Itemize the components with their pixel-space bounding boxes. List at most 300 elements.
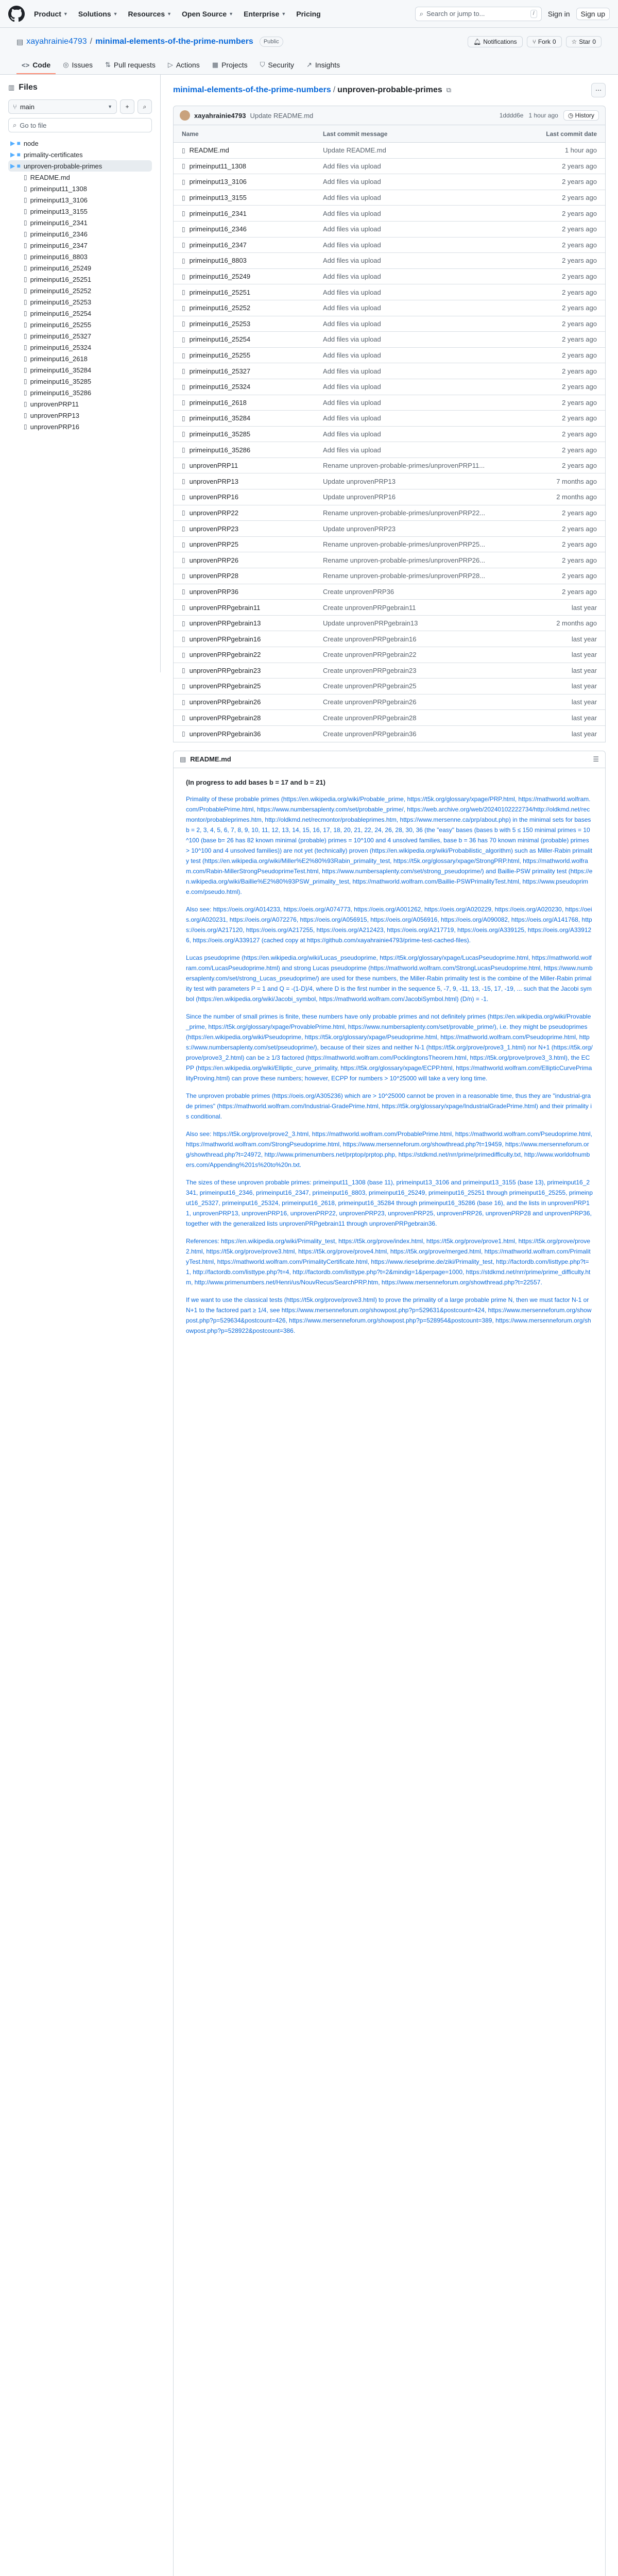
commit-message-link[interactable]: Add files via upload	[323, 257, 381, 265]
file-name-cell[interactable]	[182, 619, 323, 627]
file-link[interactable]: unprovenPRPgebrain23	[189, 666, 261, 674]
tab-actions[interactable]	[163, 57, 205, 74]
file-name-cell[interactable]	[182, 651, 323, 658]
commit-message-link[interactable]: Rename unproven-probable-primes/unprovenPRP22...	[323, 509, 486, 517]
nav-label: Product	[34, 9, 61, 18]
file-link[interactable]: primeinput11_1308	[189, 162, 246, 170]
file-icon: ▯	[182, 446, 185, 454]
file-link[interactable]: primeinput16_2347	[189, 241, 247, 249]
commit-message-link[interactable]: Create unprovenPRPgebrain26	[323, 698, 417, 706]
header-right	[415, 7, 610, 21]
commit-date: 2 years ago	[562, 194, 597, 202]
search-files-button[interactable]	[138, 99, 152, 114]
add-file-button[interactable]	[120, 99, 134, 114]
table-row	[174, 190, 605, 206]
commit-date: 2 years ago	[562, 225, 597, 233]
commit-date: last year	[571, 635, 597, 643]
tree-file[interactable]	[8, 262, 152, 274]
file-table-body	[174, 143, 605, 742]
file-link[interactable]: unprovenPRP25	[189, 540, 239, 549]
table-row	[174, 206, 605, 222]
avatar	[180, 110, 190, 121]
file-name-cell[interactable]	[182, 273, 323, 280]
table-row	[174, 631, 605, 647]
commit-message-link[interactable]: Create unprovenPRPgebrain16	[323, 635, 417, 643]
tab-security[interactable]	[255, 57, 299, 74]
commit-message-link[interactable]: Create unprovenPRP36	[323, 587, 394, 596]
nav-enterprise[interactable]	[244, 10, 286, 18]
file-name-cell[interactable]	[182, 698, 323, 706]
file-name-cell[interactable]	[182, 572, 323, 580]
nav-label: Resources	[128, 9, 165, 18]
file-icon: ▯	[182, 210, 185, 217]
file-icon: ▯	[24, 287, 27, 294]
file-name-cell[interactable]	[182, 556, 323, 564]
readme-filename[interactable]: README.md	[190, 755, 231, 764]
commit-age: 1 hour ago	[528, 112, 558, 119]
commit-message-link[interactable]: Add files via upload	[323, 351, 381, 360]
nav-pricing[interactable]	[296, 10, 320, 18]
tree-item-label: primeinput13_3106	[30, 196, 88, 204]
file-link[interactable]: primeinput16_25249	[189, 273, 251, 281]
file-name-cell[interactable]	[182, 241, 323, 249]
bell-icon: 🔔︎	[473, 38, 482, 45]
file-name-cell[interactable]	[182, 682, 323, 690]
file-name-cell[interactable]	[182, 162, 323, 170]
file-link[interactable]: primeinput16_25254	[189, 335, 251, 344]
table-row	[174, 600, 605, 616]
commit-date: last year	[571, 714, 597, 722]
file-link[interactable]: primeinput16_2346	[189, 225, 247, 233]
tree-file[interactable]	[8, 376, 152, 387]
file-icon: ▯	[24, 230, 27, 238]
fork-count: 0	[552, 38, 556, 45]
search-icon: ⌕	[419, 9, 423, 18]
tree-file[interactable]	[8, 183, 152, 194]
folder-icon: ▶ ■	[10, 162, 21, 170]
tree-item-label: primeinput16_35284	[30, 366, 92, 374]
file-name-cell[interactable]	[182, 225, 323, 233]
commit-message[interactable]: Update README.md	[250, 111, 314, 120]
tree-item-label: primeinput16_25327	[30, 332, 92, 340]
file-name-cell[interactable]	[182, 588, 323, 596]
file-name-cell[interactable]	[182, 525, 323, 533]
table-icon: ▦	[212, 61, 219, 69]
history-icon: ◷	[568, 112, 574, 119]
copy-path-icon[interactable]: ⧉	[446, 86, 452, 94]
commit-hash[interactable]: 1dddd6e	[499, 112, 524, 119]
commit-message-link[interactable]: Add files via upload	[323, 367, 381, 375]
file-link[interactable]: unprovenPRPgebrain16	[189, 635, 261, 643]
plus-icon: +	[125, 103, 129, 110]
file-link[interactable]: primeinput16_8803	[189, 257, 247, 265]
file-name-cell[interactable]	[182, 335, 323, 343]
breadcrumb-tools	[591, 83, 606, 97]
commit-date: 2 years ago	[562, 572, 597, 580]
tab-insights[interactable]	[301, 57, 345, 74]
list-outline-icon[interactable]: ☰	[593, 755, 599, 763]
go-to-file-input[interactable]	[8, 118, 152, 132]
file-link[interactable]: unprovenPRPgebrain26	[189, 698, 261, 706]
file-link[interactable]: primeinput16_35284	[189, 414, 251, 422]
kebab-icon: ⋯	[595, 87, 602, 94]
file-link[interactable]: unprovenPRPgebrain28	[189, 714, 261, 722]
table-row	[174, 552, 605, 568]
table-row	[174, 427, 605, 443]
file-icon: ▯	[182, 194, 185, 201]
file-link[interactable]: unprovenPRP11	[189, 462, 238, 470]
github-logo-icon[interactable]	[8, 6, 25, 22]
tree-file[interactable]	[8, 353, 152, 364]
commit-date: 2 years ago	[562, 556, 597, 564]
file-name-cell[interactable]	[182, 493, 323, 501]
table-row	[174, 679, 605, 694]
star-button[interactable]	[566, 36, 602, 47]
file-icon: ▯	[182, 540, 185, 548]
commit-date: 2 years ago	[562, 273, 597, 281]
commit-message-link[interactable]: Rename unproven-probable-primes/unprovenPRP28...	[323, 572, 486, 580]
commit-message-link[interactable]: Create unprovenPRPgebrain11	[323, 603, 416, 612]
file-name-cell[interactable]	[182, 462, 323, 469]
file-name-cell[interactable]	[182, 509, 323, 517]
commit-date: 2 years ago	[562, 446, 597, 454]
star-label: Star	[579, 38, 591, 45]
chevron-down-icon: ▼	[108, 104, 112, 109]
commit-message-link[interactable]: Add files via upload	[323, 241, 381, 249]
file-link[interactable]: primeinput16_25252	[189, 304, 251, 312]
tree-file[interactable]	[8, 217, 152, 228]
table-row	[174, 269, 605, 285]
fork-button[interactable]	[527, 36, 562, 47]
tree-file[interactable]	[8, 194, 152, 206]
file-icon: ▯	[182, 304, 185, 312]
commit-message-link[interactable]: Rename unproven-probable-primes/unprovenPRP25...	[323, 540, 486, 549]
commit-message-link[interactable]: Add files via upload	[323, 225, 381, 233]
file-link[interactable]: unprovenPRP28	[189, 572, 239, 580]
commit-date: 2 years ago	[562, 414, 597, 422]
commit-message-link[interactable]: Add files via upload	[323, 398, 381, 406]
file-name-cell[interactable]	[182, 430, 323, 438]
file-link[interactable]: primeinput16_25253	[189, 319, 251, 328]
file-link[interactable]: README.md	[189, 146, 229, 155]
file-name-cell[interactable]	[182, 289, 323, 296]
commit-message-link[interactable]: Create unprovenPRPgebrain28	[323, 714, 417, 722]
readme-paragraph: If we want to use the classical tests (https://t5k.org/prove/prove3.html) to prove the primality of a large probable prime N, then we must factor N-1 or N+1 to the factored part ≥ 1/4, see https://www.mersenneforum.org/showpost.php?p=529631&postcount=424, https://www.mersenneforum.org/showpost.php?p=529634&postcount=426, https://www.mersenneforum.org/showpost.php?p=528954&postcount=389, https://www.mersenneforum.org/showpost.php?p=528922&postcount=386.	[186, 1296, 592, 1334]
file-name-cell[interactable]	[182, 367, 323, 375]
issue-icon: ◎	[63, 61, 69, 69]
file-icon: ▯	[182, 667, 185, 674]
commit-message-link[interactable]: Update unprovenPRP16	[323, 493, 396, 501]
readme-paragraph: Primality of these probable primes (https://en.wikipedia.org/wiki/Probable_prime, https://t5k.org/glossary/xpage/PRP.html, https://mathworld.wolfram.com/ProbablePrime.html, https://www.numbersaplenty.com/set/probable_prime/, https://web.archive.org/web/20240102222734/http://oldkmd.net/recmontor/probableprimes.htm, http://oldkmd.net/recmontor/probableprimes.htm, https://www.mersenne.ca/prp/about.php) in the minimal sets for bases b = 2, 3, 4, 5, 6, 7, 8, 9, 10, 11, 12, 13, 14, 15, 16, 17, 18, 20, 21, 22, 24, 26, 28, 30, 36 (the "easy" bases (bases b with 5 ≤ 150 minimal primes = 10^100 (base b= 26 has 82 known minimal (probable) primes = 10^100 and 4 unsolved families, base b = 36 has 70 known minimal (probable) primes > 10^100 and 4 unsolved families)) are not yet (technically) proven (https://en.wikipedia.org/wiki/Probabilistic_algorithm) such as Miller-Rabin primality test (https://en.wikipedia.org/wiki/Miller%E2%80%93Rabin_primality_test, https://t5k.org/glossary/xpage/StrongPRP.html, https://mathworld.wolfram.com/Rabin-MillerStrongPseudoprimeTest.html, https://www.numbersaplenty.com/set/strong_pseudoprime/) and Baillie-PSW primality test (https://en.wikipedia.org/wiki/Baillie%E2%80%93PSW_primality_test, https://mathworld.wolfram.com/Baillie-PSWPrimalityTest.html, https://www.pseudoprime.com/pseudo.html).	[186, 795, 593, 895]
file-name-cell[interactable]	[182, 304, 323, 312]
file-link[interactable]: unprovenPRP23	[189, 524, 239, 533]
readme-paragraph: Also see: https://oeis.org/A014233, https://oeis.org/A074773, https://oeis.org/A001262, https://oeis.org/A020229, https://oeis.org/A020230, https://oeis.org/A020231, https://oeis.org/A072276, https://oeis.org/A056915, https://oeis.org/A056916, https://oeis.org/A090082, https://oeis.org/A141768, https://oeis.org/A217120, https://oeis.org/A217255, https://oeis.org/A212423, https://oeis.org/A217719, https://oeis.org/A339125, https://oeis.org/A339126, https://oeis.org/A339127 (cached copy at https://github.com/xayahrainie4793/prime-test-cached-files).	[186, 905, 592, 944]
readme-paragraph: The sizes of these unproven probable primes: primeinput11_1308 (base 11), primeinput13_3106 and primeinput13_3155 (base 13), primeinput16_2341, primeinput16_2346, primeinput16_2347, primeinput16_8803, primeinput16_25249, primeinput16_25251 through primeinput16_25255, primeinput16_25327, primeinput16_25324, primeinput16_2618, primeinput16_35284 through primeinput16_35286 (base 16), and the lists in unprovenPRP11, unprovenPRP13, unprovenPRP16, unprovenPRP22, unprovenPRP23, unprovenPRP25, unprovenPRP26, unprovenPRP28 and unprovenPRP36, together with the generalized lists unprovenPRPgebrain11 through unprovenPRPgebrain36.	[186, 1178, 593, 1227]
readme-body	[174, 768, 605, 2576]
commit-message-link[interactable]: Add files via upload	[323, 178, 381, 186]
tree-file[interactable]	[8, 410, 152, 421]
tree-item-label: primeinput16_25253	[30, 298, 92, 306]
file-icon: ▯	[24, 344, 27, 351]
tab-label: Projects	[221, 61, 248, 69]
file-icon: ▯	[24, 310, 27, 317]
file-name-cell[interactable]	[182, 178, 323, 185]
breadcrumb-repo-link[interactable]: minimal-elements-of-the-prime-numbers	[173, 86, 331, 94]
commit-author[interactable]: xayahrainie4793	[194, 111, 246, 120]
tree-item-label: primeinput16_25254	[30, 309, 92, 317]
file-link[interactable]: unprovenPRP16	[189, 493, 239, 501]
file-icon: ▯	[24, 355, 27, 362]
file-table	[173, 125, 606, 742]
file-name-cell[interactable]	[182, 714, 323, 722]
tree-item-label: primality-certificates	[23, 150, 83, 159]
repo-actions	[468, 36, 602, 47]
commit-message-link[interactable]: Update unprovenPRP13	[323, 477, 396, 485]
tree-file[interactable]	[8, 172, 152, 183]
tree-folder[interactable]	[8, 149, 152, 160]
file-link[interactable]: primeinput16_2341	[189, 209, 247, 217]
tree-item-label: primeinput16_35285	[30, 377, 92, 385]
tree-file[interactable]	[8, 364, 152, 376]
tree-file[interactable]	[8, 308, 152, 319]
tab-issues[interactable]	[58, 57, 98, 74]
readme-paragraph: References: https://en.wikipedia.org/wiki/Primality_test, https://t5k.org/prove/index.html, https://t5k.org/prove/prove1.html, https://t5k.org/prove/prove2.html, https://t5k.org/prove/prove3.html, https://t5k.org/prove/prove4.html, https://t5k.org/prove/merged.html, https://mathworld.wolfram.com/PrimalityTest.html, https://mathworld.wolfram.com/PrimalityCertificate.html, https://www.rieselprime.de/ziki/Primality_test, http://factordb.com/listtype.php?t=1, http://factordb.com/listtype.php?t=4, http://factordb.com/listtype.php?t=2&mindig=1&perpage=1000, https://stdkmd.net/nrr/prime/prime_difficulty.htm, http://www.primenumbers.net/Henri/us/NouvRecus/SearchPRP.htm, https://www.mersenneforum.org/showthread.php?t=22557.	[186, 1237, 591, 1286]
search-icon: ⌕	[13, 121, 17, 129]
file-name-cell[interactable]	[182, 399, 323, 406]
tree-file[interactable]	[8, 206, 152, 217]
nav-label: Enterprise	[244, 9, 280, 18]
file-link[interactable]: primeinput13_3155	[189, 194, 247, 202]
table-row	[174, 411, 605, 427]
file-icon: ▯	[182, 635, 185, 643]
commit-message-link[interactable]: Add files via upload	[323, 430, 381, 438]
sidebar-collapse-icon[interactable]: ▥	[8, 83, 15, 91]
more-options-button[interactable]	[591, 83, 606, 97]
file-name-cell[interactable]	[182, 478, 323, 485]
breadcrumb	[173, 83, 606, 97]
tab-code[interactable]	[16, 57, 56, 74]
file-link[interactable]: primeinput16_25324	[189, 383, 251, 391]
commit-message-link[interactable]: Add files via upload	[323, 209, 381, 217]
file-link[interactable]: primeinput16_35285	[189, 430, 251, 438]
commit-message-link[interactable]: Create unprovenPRPgebrain22	[323, 651, 417, 659]
tree-item-label: primeinput16_8803	[30, 252, 88, 261]
file-link[interactable]: unprovenPRPgebrain25	[189, 682, 261, 690]
commit-message-link[interactable]: Update README.md	[323, 146, 386, 155]
tree-item-label: unprovenPRP11	[30, 400, 79, 408]
nav-resources[interactable]	[128, 10, 172, 18]
repo-title	[16, 36, 602, 47]
commit-message-link[interactable]: Rename unproven-probable-primes/unprovenPRP26...	[323, 556, 486, 564]
commit-message-link[interactable]: Rename unproven-probable-primes/unprovenPRP11...	[323, 462, 485, 470]
branch-selector[interactable]	[8, 99, 117, 114]
file-link[interactable]: unprovenPRPgebrain11	[189, 603, 261, 612]
table-row	[174, 174, 605, 190]
nav-label: Solutions	[78, 9, 111, 18]
tab-pull-requests[interactable]	[100, 57, 161, 74]
file-name-cell[interactable]	[182, 351, 323, 359]
nav-product[interactable]	[34, 10, 68, 18]
file-link[interactable]: unprovenPRP26	[189, 556, 239, 564]
file-icon: ▯	[182, 619, 185, 627]
notifications-button[interactable]	[468, 36, 523, 47]
repo-icon: ▤	[16, 37, 24, 46]
commit-message-link[interactable]: Add files via upload	[323, 304, 381, 312]
file-icon: ▯	[182, 162, 185, 170]
commit-date: 1 hour ago	[564, 146, 597, 155]
global-search-input[interactable]	[415, 7, 542, 21]
table-row	[174, 300, 605, 316]
tree-file[interactable]	[8, 296, 152, 308]
tree-folder[interactable]	[8, 138, 152, 149]
table-row	[174, 505, 605, 521]
file-link[interactable]: unprovenPRPgebrain36	[189, 730, 261, 738]
table-row	[174, 489, 605, 505]
sign-in-link[interactable]: Sign in	[547, 9, 570, 18]
tree-file[interactable]	[8, 228, 152, 240]
file-icon: ▯	[24, 276, 27, 283]
tree-file[interactable]	[8, 319, 152, 330]
commit-message-link[interactable]: Add files via upload	[323, 335, 381, 344]
table-row	[174, 238, 605, 253]
commit-message-link[interactable]: Add files via upload	[323, 194, 381, 202]
folder-icon: ▶ ■	[10, 140, 21, 147]
fork-label: Fork	[538, 38, 551, 45]
table-row	[174, 143, 605, 159]
latest-commit-bar	[173, 106, 606, 125]
tree-file[interactable]	[8, 240, 152, 251]
table-row	[174, 473, 605, 489]
commit-message-link[interactable]: Update unprovenPRPgebrain13	[323, 619, 418, 628]
file-name-cell[interactable]	[182, 540, 323, 548]
file-icon: ▯	[24, 196, 27, 204]
file-tree	[8, 138, 152, 432]
tab-label: Insights	[315, 61, 340, 69]
file-link[interactable]: primeinput16_2618	[189, 398, 247, 406]
tree-file[interactable]	[8, 274, 152, 285]
commit-message-link[interactable]: Add files via upload	[323, 273, 381, 281]
table-row	[174, 159, 605, 175]
table-row	[174, 647, 605, 663]
file-icon: ▯	[182, 462, 185, 469]
file-icon: ▯	[182, 320, 185, 328]
file-name-cell[interactable]	[182, 194, 323, 201]
repo-owner-link[interactable]: xayahrainie4793	[26, 37, 87, 46]
commit-message-link[interactable]: Add files via upload	[323, 162, 381, 170]
commit-message-link[interactable]: Add files via upload	[323, 383, 381, 391]
file-icon: ▯	[182, 730, 185, 738]
commit-date: 2 years ago	[562, 209, 597, 217]
tree-file[interactable]	[8, 421, 152, 432]
tree-folder[interactable]	[8, 160, 152, 172]
file-name-cell[interactable]	[182, 730, 323, 738]
history-button[interactable]	[563, 110, 599, 121]
commit-date: 2 years ago	[562, 524, 597, 533]
tree-file[interactable]	[8, 330, 152, 342]
tree-item-label: primeinput16_2346	[30, 230, 88, 238]
column-header-message: Last commit message	[323, 130, 388, 138]
table-row	[174, 710, 605, 726]
file-link[interactable]: primeinput16_25255	[189, 351, 251, 360]
global-header	[0, 0, 618, 28]
column-header-date: Last commit date	[546, 130, 597, 138]
file-icon: ▯	[24, 321, 27, 328]
readme-paragraph: The unproven probable primes (https://oeis.org/A305236) which are > 10^25000 cannot be proven in a reasonable time, thus they are "industrial-grade primes" (https://mathworld.wolfram.com/Industrial-GradePrime.html, https://t5k.org/glossary/xpage/IndustrialGradePrime.html) and their primality is conditional.	[186, 1092, 592, 1120]
commit-message-link[interactable]: Add files via upload	[323, 414, 381, 422]
sign-up-button[interactable]: Sign up	[576, 8, 610, 20]
commit-date: 2 years ago	[562, 587, 597, 596]
file-link[interactable]: primeinput16_25251	[189, 288, 251, 296]
commit-message-link[interactable]: Add files via upload	[323, 288, 381, 296]
nav-solutions[interactable]	[78, 10, 118, 18]
tree-file[interactable]	[8, 398, 152, 410]
file-link[interactable]: unprovenPRPgebrain22	[189, 651, 261, 659]
file-link[interactable]: unprovenPRPgebrain13	[189, 619, 261, 628]
file-name-cell[interactable]	[182, 604, 323, 612]
commit-message-link[interactable]: Create unprovenPRPgebrain25	[323, 682, 417, 690]
file-name-cell[interactable]	[182, 146, 323, 154]
commit-date: 2 years ago	[562, 367, 597, 375]
commit-message-link[interactable]: Create unprovenPRPgebrain23	[323, 666, 417, 674]
commit-message-link[interactable]: Add files via upload	[323, 446, 381, 454]
file-link[interactable]: unprovenPRP36	[189, 587, 239, 596]
commit-message-link[interactable]: Update unprovenPRP23	[323, 524, 396, 533]
star-count: 0	[592, 38, 596, 45]
tab-label: Security	[268, 61, 294, 69]
file-icon: ▯	[24, 242, 27, 249]
file-name-cell[interactable]	[182, 257, 323, 264]
sidebar-header	[8, 83, 152, 92]
file-name-cell[interactable]	[182, 320, 323, 328]
file-name-cell[interactable]	[182, 414, 323, 422]
file-name-cell[interactable]	[182, 446, 323, 454]
tree-item-label: primeinput16_2347	[30, 241, 88, 249]
file-icon: ▯	[182, 335, 185, 343]
notifications-label: Notifications	[483, 38, 517, 45]
commit-date: 2 years ago	[562, 257, 597, 265]
commit-message-link[interactable]: Add files via upload	[323, 319, 381, 328]
file-icon: ▯	[24, 174, 27, 181]
chevron-down-icon: ▼	[63, 11, 68, 16]
file-icon: ▯	[182, 588, 185, 596]
global-nav	[34, 10, 321, 18]
file-name-cell[interactable]	[182, 383, 323, 391]
tree-file[interactable]	[8, 342, 152, 353]
commit-date: 2 years ago	[562, 288, 597, 296]
column-header-name: Name	[182, 130, 199, 138]
repo-name-link[interactable]: minimal-elements-of-the-prime-numbers	[95, 37, 253, 46]
star-icon: ☆	[571, 38, 577, 45]
file-link[interactable]: unprovenPRP22	[189, 509, 239, 517]
file-link[interactable]: primeinput13_3106	[189, 178, 247, 186]
file-link[interactable]: primeinput16_35286	[189, 446, 251, 454]
file-link[interactable]: unprovenPRP13	[189, 477, 239, 485]
tree-file[interactable]	[8, 387, 152, 398]
folder-icon: ▶ ■	[10, 151, 21, 158]
nav-open-source[interactable]	[182, 10, 233, 18]
file-name-cell[interactable]	[182, 667, 323, 674]
file-name-cell[interactable]	[182, 635, 323, 643]
sidebar-controls	[8, 99, 152, 114]
commit-message-link[interactable]: Create unprovenPRPgebrain36	[323, 730, 417, 738]
tree-file[interactable]	[8, 251, 152, 262]
file-link[interactable]: primeinput16_25327	[189, 367, 251, 375]
tab-projects[interactable]	[207, 57, 253, 74]
file-icon: ▯	[182, 556, 185, 564]
tree-file[interactable]	[8, 285, 152, 296]
table-row	[174, 379, 605, 395]
file-name-cell[interactable]	[182, 210, 323, 217]
